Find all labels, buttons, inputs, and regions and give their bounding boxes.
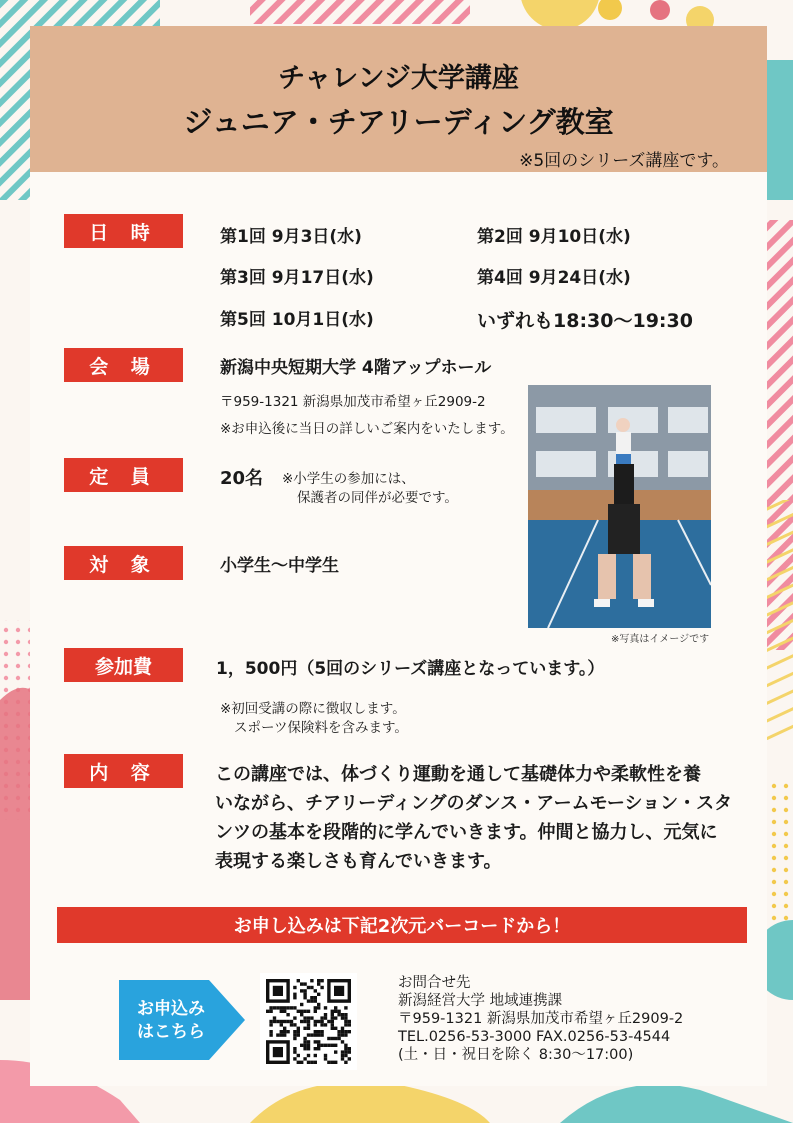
contact-info xyxy=(398,974,683,1064)
content-label: 内 容 xyxy=(64,754,183,788)
content-line: この講座では、体づくり運動を通して基礎体力や柔軟性を養 xyxy=(215,764,701,785)
contact-heading: お問合せ先 xyxy=(398,975,471,991)
session-2: 第2回 9月10日(水) xyxy=(477,227,631,247)
contact-address: 〒959-1321 新潟県加茂市希望ヶ丘2909-2 xyxy=(398,1011,684,1027)
fee-note-1: ※初回受講の際に徴収します。 xyxy=(220,701,406,717)
qr-code[interactable] xyxy=(260,973,357,1070)
contact-org: 新潟経営大学 地域連携課 xyxy=(398,993,563,1009)
session-4: 第4回 9月24日(水) xyxy=(477,268,631,288)
fee-label: 参加費 xyxy=(64,648,183,682)
photo-caption: ※写真はイメージです xyxy=(611,634,710,645)
target-value: 小学生～中学生 xyxy=(220,556,339,576)
venue-label: 会 場 xyxy=(64,348,183,382)
content-line: 表現する楽しさも育んでいきます。 xyxy=(215,851,502,872)
apply-button-label[interactable] xyxy=(119,998,223,1044)
content-line: いながら、チアリーディングのダンス・アームモーション・スタ xyxy=(215,793,733,814)
session-3: 第3回 9月17日(水) xyxy=(220,268,374,288)
target-label: 対 象 xyxy=(64,546,183,580)
apply-button-line-1: お申込み xyxy=(137,999,205,1019)
session-time: いずれも18:30～19:30 xyxy=(477,310,693,332)
venue-address: 〒959-1321 新潟県加茂市希望ヶ丘2909-2 xyxy=(220,394,486,410)
capacity-value: 20名 xyxy=(220,468,264,489)
contact-phone: TEL.0256-53-3000 FAX.0256-53-4544 xyxy=(398,1029,671,1045)
series-note: ※5回のシリーズ講座です。 xyxy=(519,151,729,171)
contact-hours: (土・日・祝日を除く 8:30～17:00) xyxy=(398,1047,634,1063)
capacity-label: 定 員 xyxy=(64,458,183,492)
fee-note-2: スポーツ保険料を含みます。 xyxy=(234,720,408,736)
page-subtitle: ジュニア・チアリーディング教室 xyxy=(183,105,614,139)
capacity-note-1: ※小学生の参加には、 xyxy=(282,471,415,487)
apply-banner: お申し込みは下記2次元バーコードから！ xyxy=(57,907,747,943)
fee-value: 1，500円（5回のシリーズ講座となっています。） xyxy=(216,659,605,679)
apply-button-line-2: はこちら xyxy=(137,1022,205,1042)
session-5: 第5回 10月1日(水) xyxy=(220,310,374,330)
schedule-label: 日 時 xyxy=(64,214,183,248)
qr-code-graphic xyxy=(260,973,357,1070)
cheerleading-photo xyxy=(528,385,711,628)
session-1: 第1回 9月3日(水) xyxy=(220,227,362,247)
content-line: ンツの基本を段階的に学んでいきます。仲間と協力し、元気に xyxy=(215,822,718,843)
content-description xyxy=(215,760,735,876)
venue-name: 新潟中央短期大学 4階アップホール xyxy=(220,358,492,378)
venue-note: ※お申込後に当日の詳しいご案内をいたします。 xyxy=(220,421,514,437)
capacity-note-2: 保護者の同伴が必要です。 xyxy=(297,490,458,506)
page-title: チャレンジ大学講座 xyxy=(278,63,519,94)
